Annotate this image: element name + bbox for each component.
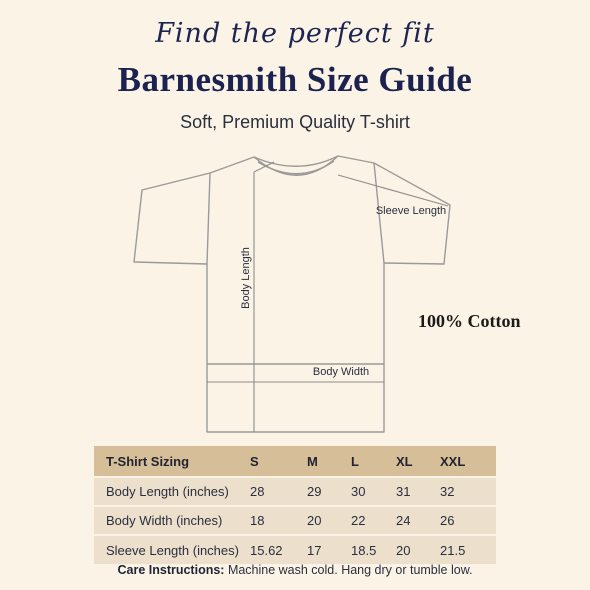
table-cell: 30 — [351, 477, 396, 506]
table-header-cell: XL — [396, 446, 440, 477]
body-width-label: Body Width — [312, 366, 370, 378]
material-label: 100% Cotton — [418, 311, 521, 331]
care-instructions-text: Machine wash cold. Hang dry or tumble low. — [227, 563, 473, 577]
table-cell: 29 — [307, 477, 351, 506]
table-row-label: Body Width (inches) — [94, 506, 250, 535]
table-row-label: Sleeve Length (inches) — [94, 535, 250, 564]
table-cell: 15.62 — [250, 535, 307, 564]
body-length-label: Body Length — [240, 247, 252, 309]
table-cell: 31 — [396, 477, 440, 506]
table-row — [94, 535, 496, 564]
table-cell: 18.5 — [351, 535, 396, 564]
tshirt-left-sleeve-seam — [207, 173, 210, 264]
sleeve-length-measure-line — [338, 175, 448, 206]
table-cell: 28 — [250, 477, 307, 506]
table-header-cell: S — [250, 446, 307, 477]
page-title: Barnesmith Size Guide — [117, 60, 473, 99]
sleeve-length-label: Sleeve Length — [375, 205, 447, 217]
table-cell: 22 — [351, 506, 396, 535]
table-cell: 20 — [396, 535, 440, 564]
table-row — [94, 477, 496, 506]
table-header-cell: T-Shirt Sizing — [94, 446, 250, 477]
table-cell: 26 — [440, 506, 496, 535]
table-cell: 17 — [307, 535, 351, 564]
tshirt-outline — [134, 156, 450, 432]
table-cell: 21.5 — [440, 535, 496, 564]
care-instructions-label: Care Instructions: — [117, 563, 225, 577]
page-subtitle: Soft, Premium Quality T-shirt — [180, 112, 410, 132]
table-cell: 32 — [440, 477, 496, 506]
table-cell: 18 — [250, 506, 307, 535]
care-instructions — [0, 563, 590, 577]
table-row — [94, 506, 496, 535]
table-row-label: Body Length (inches) — [94, 477, 250, 506]
table-header-row — [94, 446, 496, 477]
table-cell: 20 — [307, 506, 351, 535]
table-header-cell: M — [307, 446, 351, 477]
tshirt-diagram — [128, 152, 462, 436]
table-header-cell: XXL — [440, 446, 496, 477]
tagline: Find the perfect fit — [155, 18, 435, 49]
table-cell: 24 — [396, 506, 440, 535]
table-header-cell: L — [351, 446, 396, 477]
size-chart-table — [94, 446, 496, 564]
